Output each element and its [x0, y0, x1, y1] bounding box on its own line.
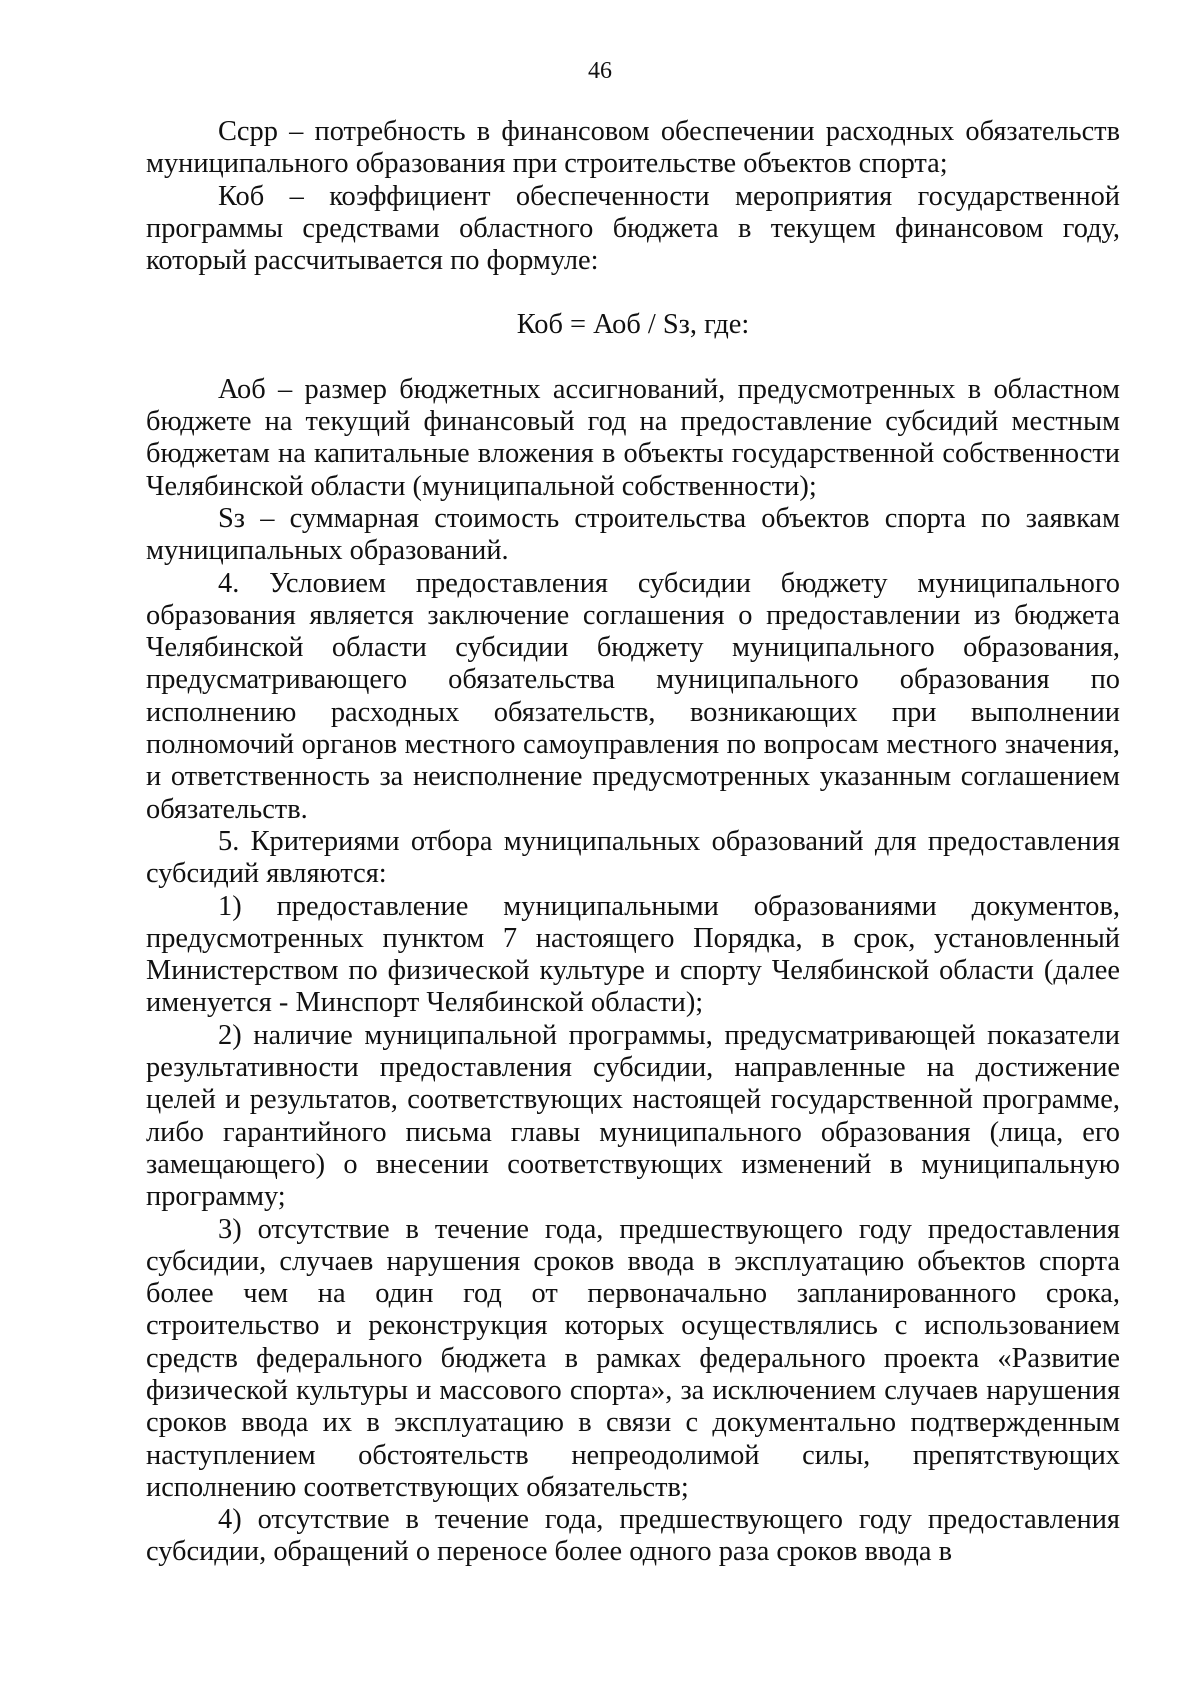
- paragraph-csrr-definition: Cсрр – потребность в финансовом обеспечении расходных обязательств муниципального образования при строительстве объектов спорта;: [146, 116, 1120, 180]
- paragraph-item-4: 4. Условием предоставления субсидии бюджету муниципального образования является заключение соглашения о предоставлении из бюджета Челябинской области субсидии бюджету муниципального образования, предусматривающего обязательства муниципального образования по исполнению расходных обязательств, возникающих при выполнении полномочий органов местного самоуправления по вопросам местного значения, и ответственность за неисполнение предусмотренных указанным соглашением обязательств.: [146, 567, 1120, 825]
- paragraph-criterion-2: 2) наличие муниципальной программы, предусматривающей показатели результативности предоставления субсидии, направленные на достижение целей и результатов, соответствующих настоящей государственной программе, либо гарантийного письма главы муниципального образования (лица, его замещающего) о внесении соответствующих изменений в муниципальную программу;: [146, 1019, 1120, 1213]
- page-number: 46: [588, 58, 612, 84]
- paragraph-criterion-4: 4) отсутствие в течение года, предшествующего году предоставления субсидии, обращений о переносе более одного раза сроков ввода в: [146, 1504, 1120, 1568]
- paragraph-criterion-3: 3) отсутствие в течение года, предшествующего году предоставления субсидии, случаев нарушения сроков ввода в эксплуатацию объектов спорта более чем на один год от первоначально запланированного срока, строительство и реконструкция которых осуществлялись с использованием средств федерального бюджета в рамках федерального проекта «Развитие физической культуры и массового спорта», за исключением случаев нарушения сроков ввода их в эксплуатацию в связи с документально подтвержденным наступлением обстоятельств непреодолимой силы, препятствующих исполнению соответствующих обязательств;: [146, 1213, 1120, 1503]
- paragraph-aob-definition: Аоб – размер бюджетных ассигнований, предусмотренных в областном бюджете на текущий финансовый год на предоставление субсидий местным бюджетам на капитальные вложения в объекты государственной собственности Челябинской области (муниципальной собственности);: [146, 373, 1120, 502]
- document-body: [146, 116, 1120, 1569]
- paragraph-item-5: 5. Критериями отбора муниципальных образований для предоставления субсидий являются:: [146, 825, 1120, 890]
- paragraph-sz-definition: Sз – суммарная стоимость строительства объектов спорта по заявкам муниципальных образований.: [146, 502, 1120, 567]
- paragraph-kob-definition: Коб – коэффициент обеспеченности мероприятия государственной программы средствами областного бюджета в текущем финансовом году, который рассчитывается по формуле:: [146, 180, 1120, 277]
- paragraph-criterion-1: 1) предоставление муниципальными образованиями документов, предусмотренных пунктом 7 настоящего Порядка, в срок, установленный Министерством по физической культуре и спорту Челябинской области (далее именуется - Минспорт Челябинской области);: [146, 890, 1120, 1019]
- formula-kob: Коб = Аоб / Sз, где:: [516, 309, 750, 341]
